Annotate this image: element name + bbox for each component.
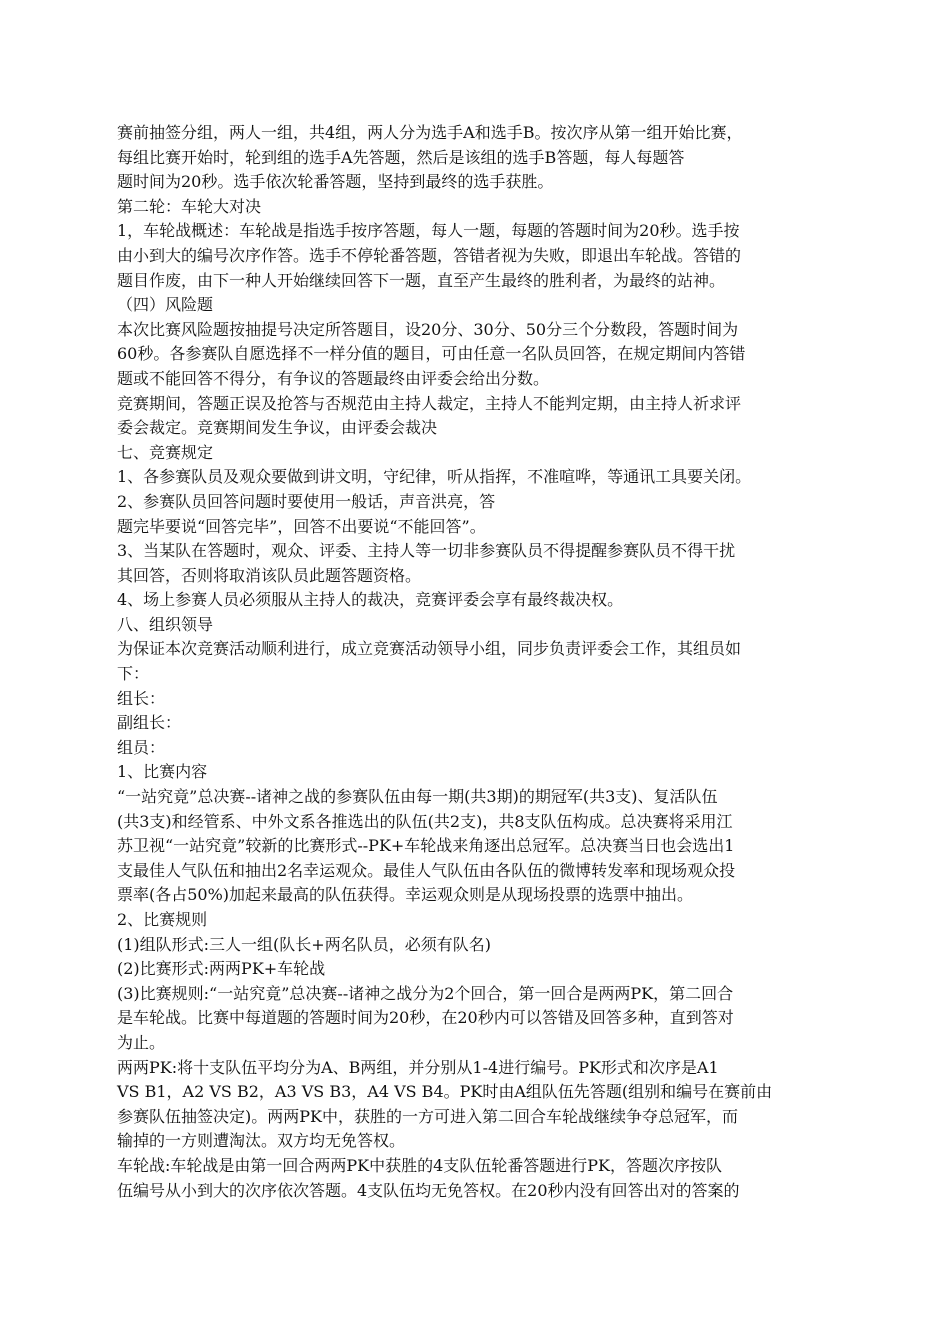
section-heading: 2、比赛规则 [117, 910, 208, 929]
section-heading: 1、比赛内容 [117, 762, 208, 782]
text-line: 副组长： [117, 713, 182, 733]
text-line: 3、当某队在答题时，观众、评委、主持人等一切非参赛队员不得提醒参赛队员不得干扰 [117, 541, 736, 561]
text-line: 题或不能回答不得分，有争议的答题最终由评委会给出分数。 [117, 368, 550, 388]
text-line: 为保证本次竞赛活动顺利进行，成立竞赛活动领导小组，同步负责评委会工作，其组员如 [117, 639, 742, 659]
section-heading: 第二轮：车轮大对决 [117, 196, 262, 216]
text-line: 委会裁定。竞赛期间发生争议，由评委会裁决 [117, 418, 438, 438]
text-line: 本次比赛风险题按抽提号决定所答题目，设20分、30分、50分三个分数段，答题时间为 [117, 319, 739, 339]
text-line: 输掉的一方则遭淘汰。双方均无免答权。 [117, 1131, 406, 1151]
text-line: (2)比赛形式:两两PK+车轮战 [117, 959, 326, 979]
text-line: 每组比赛开始时，轮到组的选手A先答题，然后是该组的选手B答题，每人每题答 [117, 147, 685, 167]
text-line: 支最佳人气队伍和抽出2名幸运观众。最佳人气队伍由各队伍的微博转发率和现场观众投 [117, 860, 736, 880]
text-line: 4、场上参赛人员必须服从主持人的裁决，竞赛评委会享有最终裁决权。 [117, 590, 624, 610]
text-line: “一站究竟”总决赛--诸神之战的参赛队伍由每一期(共3期)的期冠军(共3支)、复活队伍 [117, 787, 718, 807]
section-heading: （四）风险题 [117, 295, 214, 315]
text-line: (共3支)和经管系、中外文系各推选出的队伍(共2支)，共8支队伍构成。总决赛将采用江 [117, 811, 733, 831]
section-heading: 七、竞赛规定 [117, 442, 214, 462]
text-line: 参赛队伍抽签决定)。两两PK中，获胜的一方可进入第二回合车轮战继续争夺总冠军，而 [117, 1106, 738, 1126]
text-line: 2、参赛队员回答问题时要使用一般话，声音洪亮，答 [117, 491, 496, 511]
text-line: 下： [117, 664, 150, 684]
text-line: 赛前抽签分组，两人一组，共4组，两人分为选手A和选手B。按次序从第一组开始比赛， [117, 123, 743, 142]
text-line: 两两PK:将十支队伍平均分为A、B两组，并分别从1-4进行编号。PK形式和次序是A1 [117, 1057, 719, 1077]
text-line: 由小到大的编号次序作答。选手不停轮番答题，答错者视为失败，即退出车轮战。答错的 [117, 245, 742, 265]
text-line: 60秒。各参赛队自愿选择不一样分值的题目，可由任意一名队员回答，在规定期间内答错 [117, 344, 746, 364]
text-line: (3)比赛规则:“一站究竟”总决赛--诸神之战分为2个回合，第一回合是两两PK，第二回合 [117, 983, 734, 1003]
text-line: (1)组队形式:三人一组(队长+两名队员，必须有队名) [117, 934, 491, 954]
text-line: 1，车轮战概述：车轮战是指选手按序答题，每人一题，每题的答题时间为20秒。选手按 [117, 221, 740, 241]
text-line: 苏卫视“一站究竟”较新的比赛形式--PK+车轮战来角逐出总冠军。总决赛当日也会选出1 [117, 836, 735, 856]
text-line: 为止。 [117, 1032, 166, 1052]
text-line: 组员： [117, 737, 166, 757]
text-line: 其回答，否则将取消该队员此题答题资格。 [117, 565, 422, 585]
text-line: 是车轮战。比赛中每道题的答题时间为20秒，在20秒内可以答错及回答多种，直到答对 [117, 1008, 734, 1028]
text-line: 1、各参赛队员及观众要做到讲文明，守纪律，听从指挥，不准喧哗，等通讯工具要关闭。 [117, 467, 752, 487]
text-line: 票率(各占50%)加起来最高的队伍获得。幸运观众则是从现场投票的选票中抽出。 [117, 885, 694, 905]
document-body [117, 121, 817, 1203]
text-line: VS B1，A2 VS B2，A3 VS B3，A4 VS B4。PK时由A组队伍先答题(组别和编号在赛前由 [117, 1082, 773, 1102]
text-line: 题目作废，由下一种人开始继续回答下一题，直至产生最终的胜利者，为最终的站神。 [117, 270, 726, 290]
text-line: 题完毕要说“回答完毕”，回答不出要说“不能回答”。 [117, 516, 486, 536]
text-line: 伍编号从小到大的次序依次答题。4支队伍均无免答权。在20秒内没有回答出对的答案的 [117, 1180, 740, 1200]
text-line: 组长： [117, 688, 166, 708]
text-line: 车轮战:车轮战是由第一回合两两PK中获胜的4支队伍轮番答题进行PK，答题次序按队 [117, 1155, 723, 1175]
text-line: 题时间为20秒。选手依次轮番答题，坚持到最终的选手获胜。 [117, 172, 554, 192]
section-heading: 八、组织领导 [117, 614, 214, 634]
text-line: 竞赛期间，答题正误及抢答与否规范由主持人裁定，主持人不能判定期，由主持人祈求评 [117, 393, 742, 413]
